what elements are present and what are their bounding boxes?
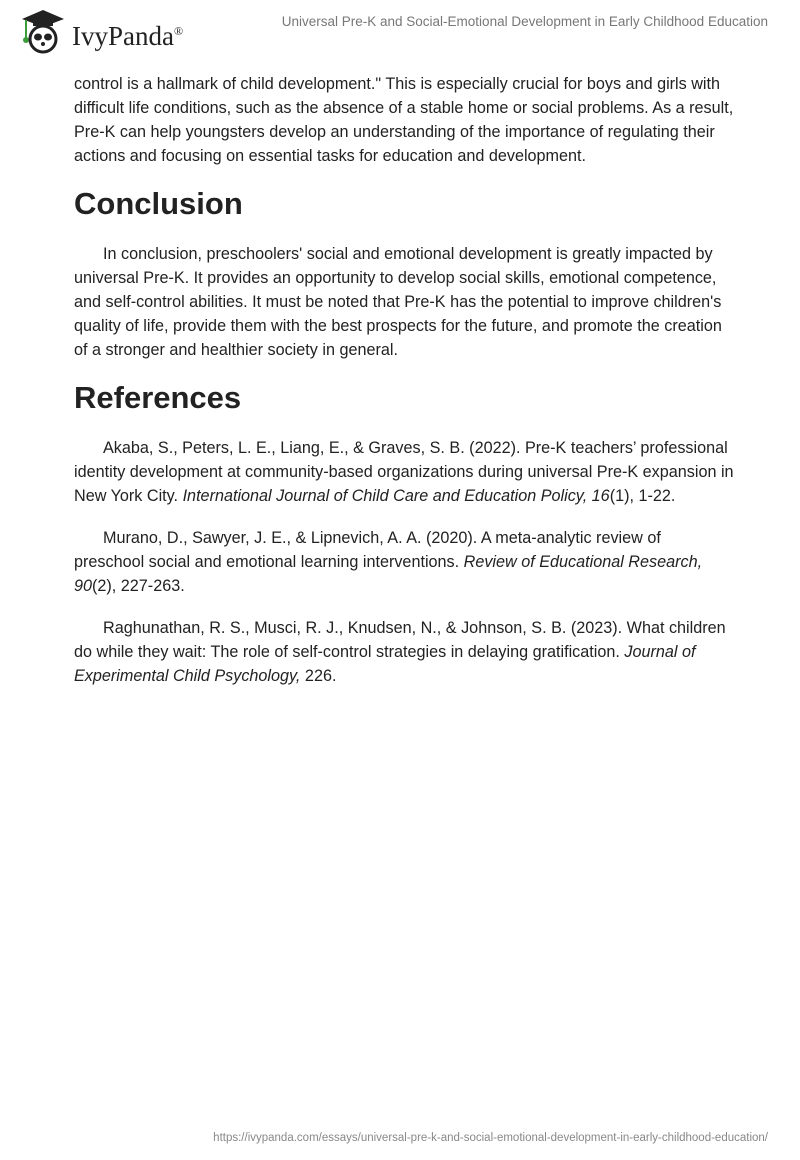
reference-item <box>74 616 734 688</box>
reference-details: (1), 1-22. <box>609 487 676 505</box>
conclusion-paragraph: In conclusion, preschoolers' social and emotional development is greatly impacted by universal Pre-K. It provides an opportunity to develop social skills, emotional competence, and self-control abilities. It must be noted that Pre-K has the potential to improve children's quality of life, provide them with the best prospects for the future, and promote the creation of a stronger and healthier society in general. <box>74 245 722 359</box>
conclusion-heading: Conclusion <box>74 186 243 221</box>
intro-paragraph: control is a hallmark of child development." This is especially crucial for boys and girls with difficult life conditions, such as the absence of a stable home or social problems. As a result, Pre-K can help youngsters develop an understanding of the importance of regulating their actions and focusing on essential tasks for education and development. <box>74 75 734 165</box>
reference-source: Review of Educational Research, 90 <box>74 553 703 595</box>
reference-details: (2), 227-263. <box>92 577 185 595</box>
reference-details: 226. <box>300 667 337 685</box>
registered-mark: ® <box>173 23 184 38</box>
essay-content <box>74 72 734 706</box>
panda-graduate-icon <box>20 8 66 54</box>
reference-text: Murano, D., Sawyer, J. E., & Lipnevich, A. A. (2020). A meta-analytic review of preschool social and emotional learning interventions. <box>74 529 661 571</box>
reference-item <box>74 436 734 508</box>
document-title: Universal Pre-K and Social-Emotional Development in Early Childhood Education <box>281 14 768 29</box>
reference-source: Journal of Experimental Child Psychology, <box>74 643 696 685</box>
reference-source: International Journal of Child Care and Education Policy, 16 <box>182 487 610 505</box>
ivypanda-logo[interactable] <box>20 8 183 54</box>
references-heading: References <box>74 380 242 415</box>
logo-text: IvyPanda <box>72 20 174 51</box>
reference-item <box>74 526 734 598</box>
reference-text: Akaba, S., Peters, L. E., Liang, E., & Graves, S. B. (2022). Pre-K teachers’ professional identity development at community-based organizations during universal Pre-K expansion in New York City. <box>74 439 734 505</box>
reference-text: Raghunathan, R. S., Musci, R. J., Knudsen, N., & Johnson, S. B. (2023). What children do while they wait: The role of self-control strategies in delaying gratification. <box>74 619 726 661</box>
page-url[interactable]: https://ivypanda.com/essays/universal-pre-k-and-social-emotional-development-in-early-childhood-education/ <box>213 1132 768 1144</box>
